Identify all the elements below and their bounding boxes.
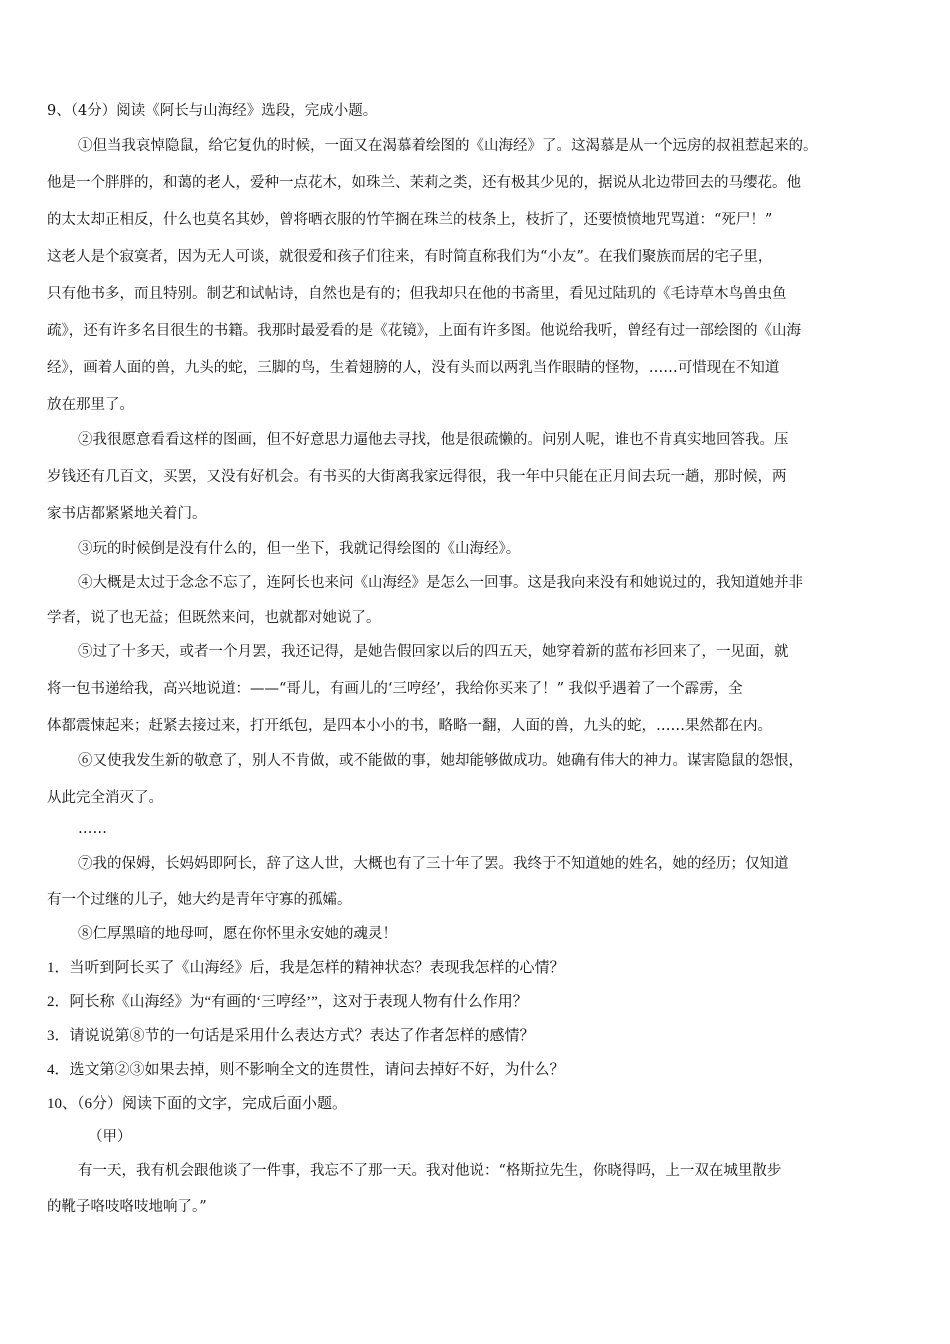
q9-ellipsis: …… bbox=[78, 821, 107, 837]
q9-question-2: 2．阿长称《山海经》为“有画的‘三哼经’”，这对于表现人物有什么作用？ bbox=[47, 994, 528, 1010]
q9-para3-line1: ③玩的时候倒是没有什么的，但一坐下，我就记得绘图的《山海经》。 bbox=[78, 541, 521, 557]
q9-para8-line1: ⑧仁厚黑暗的地母呵，愿在你怀里永安她的魂灵！ bbox=[78, 926, 397, 942]
q9-para4-line1: ④大概是太过于念念不忘了，连阿长也来问《山海经》是怎么一回事。这是我向来没有和她说过的，我知道她并非 bbox=[78, 575, 803, 591]
q9-para6-line2: 从此完全消灭了。 bbox=[47, 790, 163, 806]
q10-subheading: （甲） bbox=[88, 1129, 132, 1145]
q9-para6-line1: ⑥又使我发生新的敬意了，别人不肯做，或不能做的事，她却能够做成功。她确有伟大的神力。谋害隐鼠的怨恨， bbox=[78, 753, 803, 769]
q9-para5-line2: 将一包书递给我，高兴地说道：——“哥儿，有画儿的‘三哼经’，我给你买来了！” 我似乎遇着了一个霹雳，全 bbox=[47, 681, 743, 697]
q9-para1-line2: 他是一个胖胖的，和蔼的老人，爱种一点花木，如珠兰、茉莉之类，还有极其少见的，据说从北边带回去的马缨花。他 bbox=[47, 175, 801, 191]
q9-para5-line3: 体都震悚起来；赶紧去接过来，打开纸包，是四本小小的书，略略一翻，人面的兽，九头的蛇，……果然都在内。 bbox=[47, 718, 772, 734]
q9-para2-line3: 家书店都紧紧地关着门。 bbox=[47, 506, 207, 522]
q9-para1-line4: 这老人是个寂寞者，因为无人可谈，就很爱和孩子们往来，有时简直称我们为“小友”。在我们聚族而居的宅子里， bbox=[47, 249, 773, 265]
q10-para1-line2: 的靴子咯吱咯吱地响了。” bbox=[47, 1199, 207, 1215]
q9-para4-line2: 学者，说了也无益；但既然来问，也就都对她说了。 bbox=[47, 610, 381, 626]
q9-para2-line1: ②我很愿意看看这样的图画，但不好意思力逼他去寻找，他是很疏懒的。问别人呢，谁也不肯真实地回答我。压 bbox=[78, 432, 789, 448]
q9-heading: 9、（4分）阅读《阿长与山海经》选段，完成小题。 bbox=[47, 103, 378, 119]
q9-para1-line3: 的太太却正相反，什么也莫名其妙，曾将晒衣服的竹竿搁在珠兰的枝条上，枝折了，还要愤愤地咒骂道：“死尸！” bbox=[47, 212, 773, 228]
q9-para7-line1: ⑦我的保姆，长妈妈即阿长，辞了这人世，大概也有了三十年了罢。我终于不知道她的姓名，她的经历；仅知道 bbox=[78, 856, 789, 872]
q9-para1-line6: 疏》，还有许多名目很生的书籍。我那时最爱看的是《花镜》，上面有许多图。他说给我听，曾经有过一部绘图的《山海 bbox=[47, 323, 801, 339]
q9-para1-line1: ①但当我哀悼隐鼠，给它复仇的时候，一面又在渴慕着绘图的《山海经》了。这渴慕是从一个远房的叔祖惹起来的。 bbox=[78, 138, 818, 154]
q9-para5-line1: ⑤过了十多天，或者一个月罢，我还记得，是她告假回家以后的四五天，她穿着新的蓝布衫回来了，一见面，就 bbox=[78, 644, 789, 660]
q9-question-1: 1．当听到阿长买了《山海经》后，我是怎样的精神状态？表现我怎样的心情？ bbox=[47, 960, 565, 976]
q9-question-3: 3．请说说第⑧节的一句话是采用什么表达方式？表达了作者怎样的感情？ bbox=[47, 1028, 535, 1044]
q9-question-4: 4．选文第②③如果去掉，则不影响全文的连贯性，请问去掉好不好，为什么？ bbox=[47, 1062, 565, 1078]
q10-heading: 10、（6分）阅读下面的文字，完成后面小题。 bbox=[47, 1096, 348, 1112]
q9-para1-line5: 只有他书多，而且特别。制艺和试帖诗，自然也是有的；但我却只在他的书斋里，看见过陆玑的《毛诗草木鸟兽虫鱼 bbox=[47, 286, 787, 302]
q9-para1-line7: 经》，画着人面的兽，九头的蛇，三脚的鸟，生着翅膀的人，没有头而以两乳当作眼睛的怪物，……可惜现在不知道 bbox=[47, 360, 780, 376]
q9-para2-line2: 岁钱还有几百文，买罢，又没有好机会。有书买的大街离我家远得很，我一年中只能在正月间去玩一趟，那时候，两 bbox=[47, 469, 787, 485]
q10-para1-line1: 有一天，我有机会跟他谈了一件事，我忘不了那一天。我对他说：“格斯拉先生，你晓得吗，上一双在城里散步 bbox=[78, 1163, 782, 1179]
q9-para7-line2: 有一个过继的儿子，她大约是青年守寡的孤孀。 bbox=[47, 892, 352, 908]
q9-para1-line8: 放在那里了。 bbox=[47, 397, 134, 413]
